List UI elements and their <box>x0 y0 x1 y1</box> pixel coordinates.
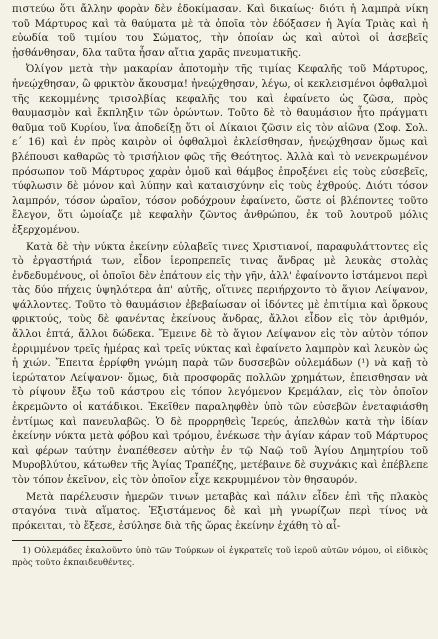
paragraph-2: Ὀλίγον μετὰ τὴν μακαρίαν ἀποτομὴν τῆς τιμίας Κεφαλῆς τοῦ Μάρτυρος, ἠνεῴχθησαν, ὢ φρικτὸν ἄκουσμα! ἠνεῴχθησαν, λέγω, οἱ κεκλεισμένοι ὀφθαλμοὶ τῆς κεκομμένης τρισολβίας κεφαλῆς του καὶ ἐφαίνετο ὡς ζῶσα, πρὸς θαυμασμὸν καὶ ἔκπληξιν τῶν ὁρώντων. Τοῦτο δὲ τὸ θαυμάσιον ἦτο πράγματι θαῦμα τοῦ Κυρίου, ἵνα ἀποδείξῃ ὅτι οἱ Δίκαιοι ζῶσιν εἰς τὸν αἰῶνα (Σοφ. Σολ. ε΄ 16) καὶ ἐν πρὸς καιρὸν οἱ ὀφθαλμοὶ ἐκλείσθησαν, ἠνεῴχθησαν ὅμως καὶ βλέπουσι καθαρῶς τὸ τρισήλιον φῶς τῆς Θεότητος. Ἀλλὰ καὶ τὸ νενεκρωμένον πρόσωπον τοῦ Μάρτυρος χαρὰν ὁμοῦ καὶ θάμβος ἐπροξένει εἰς τοὺς εὐσεβεῖς, τύφλωσιν δὲ μόνον καὶ λύπην καὶ καταισχύνην εἰς τοὺς ἐχθρούς. Διότι τόσον λαμπρόν, τόσον ὡραῖον, τόσον ροδόχρουν ἐφαίνετο, ὥστε οἱ βλέποντες τοῦτο ἔλεγον, ὅτι ὡμοίαζε μὲ κεφαλὴν ζῶντος ἀνθρώπου, ἐκ τοῦ λουτροῦ μόλις ἐξερχομένου. <box>12 64 428 236</box>
footnote-divider <box>12 540 122 541</box>
paragraph-4: Μετὰ παρέλευσιν ἡμερῶν τινων μεταβὰς καὶ πάλιν εἶδεν ἐπὶ τῆς πλακὸς σταγόνα τινὰ αἵματος. Ἐξιστάμενος δὲ καὶ μὴ γνωρίζων περὶ τίνος νὰ πρόκειται, τὸ ἔξεσε, ἐσύλησε διὰ τῆς ὥρας ἐκείνην ἐχάθη τὸ αἷ- <box>12 491 428 532</box>
paragraph-1: πιστεύω ὅτι ἄλλην φορὰν δὲν ἐδοκίμασαν. Καὶ δικαίως· διότι ἡ λαμπρὰ νίκη τοῦ Μάρτυρος καὶ τὰ θαύματα μὲ τὰ ὁποῖα τὸν ἐδόξασεν ἡ Ἁγία Τριὰς καὶ ἡ εὐωδία τοῦ τιμίου του Σώματος, τὴν ὁποίαν ὡς καὶ αὐτοὶ οἱ ἀσεβεῖς ᾐσθάνθησαν, δλα ταῦτα ἦσαν αἴτια χαρᾶς πνευματικῆς. <box>12 4 428 59</box>
footnote: 1) Οὐλεμάδες ἐκαλοῦντο ὑπὸ τῶν Τούρκων οἱ ἐγκρατεῖς τοῦ ἱεροῦ αὐτῶν νόμου, οἱ εἰδικὸς πρὸς τοῦτο ἐκπαιδευθέντες. <box>12 546 428 569</box>
paragraph-3: Κατὰ δὲ τὴν νύκτα ἐκείνην εὐλαβεῖς τινες Χριστιανοί, παραφυλάττοντες εἰς τὸ ἐργαστήριά των, εἶδον ἱεροπρεπεῖς τινας ἄνδρας μὲ λευκὰς στολὰς ἐνδεδυμένους, οἱ ὁποῖοι δὲν ἐπάτουν εἰς τὴν γῆν, ἀλλ' ἐφαίνοντο ἱστάμενοι περὶ τὰς δύο πήχεις ὑψηλότερα ἀπ' αὐτῆς, οἵτινες περιήρχοντο τὸ ἅγιον Λείψανον, ψάλλοντες. Τοῦτο τὸ θαυμάσιον ἐβεβαίωσαν οἱ ἰδόντες μὲ ἐπιτίμια καὶ ὅρκους φρικτούς, τοὺς δὲ φανέντας ἐκείνους ἄνδρας, ἄλλοι εἶδον εἰς τὸν ἀριθμόν, ἄλλοι ἑπτά, ἄλλοι δώδεκα. Ἔμεινε δὲ τὸ ἅγιον Λείψανον εἰς τὸν αὐτὸν τόπον ἐρριμμένον τρεῖς ἡμέρας καὶ τρεῖς νύκτας καὶ ἐφαίνετο λαμπρὸν καὶ λευκὸν ὡς ἡ χιών. Ἔπειτα ἐρρίφθη γνώμη παρὰ τῶν δυσσεβῶν οὐλεμάδων (¹) νὰ καῇ τὸ ἱερώτατον Λείψανον· ὅμως, διὰ προσφορᾶς πολλῶν χρημάτων, ἐπεισθησαν νὰ τὸ ρίψουν ἔξω τοῦ κάστρου εἰς τόπον λεγόμενον Κρεμάλαν, εἰς τὸν ὁποῖον ἐκρεμῶντο οἱ κατάδικοι. Ἐκεῖθεν παραληφθὲν ὑπὸ τῶν εὐσεβῶν ἐνεταφιάσθη ἐντίμως καὶ πανευλαβῶς. Ὁ δὲ προρρηθεὶς Ἱερεύς, ἀπελθὼν κατὰ τὴν ἰδίαν ἐκείνην νύκτα μετὰ φόβου καὶ τρόμου, ἐνέκωσε τὴν ἁγίαν κάραν τοῦ Μάρτυρος καὶ φέρων ταύτην ἐναπέθεσεν αὐτὴν ἐν τῷ Ναῷ τοῦ Ἁγίου Δημητρίου τοῦ Μυροβλύτου, κάτωθεν τῆς Ἁγίας Τραπέζης, μετέβαινε δὲ συχνάκις καὶ ἐπέβλεπε τὸν τόπον ἐκεῖνον, εἰς τὸν ὁποῖον εἶχε κεκρυμμένον τὸν θησαυρόν. <box>12 241 428 486</box>
